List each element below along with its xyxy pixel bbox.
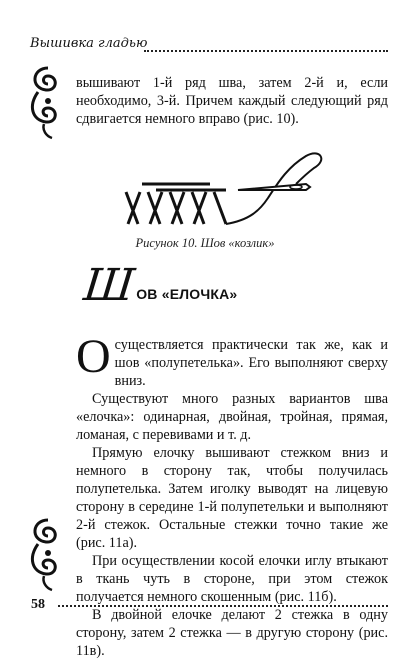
intro-paragraph: вышивают 1-й ряд шва, затем 2-й и, если необходимо, 3-й. Причем каждый следующий ряд сдвигается немного вправо (рис. 10).: [76, 75, 388, 127]
stitch-line: [170, 192, 184, 224]
header-dotted-rule: [144, 50, 388, 52]
paragraph-1-text: существляется практически так же, как и шов «полупетелька». Его выполняют сверху вниз.: [114, 337, 388, 389]
ornament-icon: [24, 62, 64, 142]
footer-dotted-rule: [58, 605, 388, 607]
stitch-figure: [110, 140, 330, 230]
figure-caption: Рисунок 10. Шов «козлик»: [135, 236, 275, 250]
heading-initial: Ш: [81, 260, 137, 311]
paragraph-1: [76, 330, 388, 390]
page-number: 58: [31, 597, 45, 612]
stitch-line: [214, 192, 226, 224]
body-text: [76, 330, 388, 660]
paragraph-3: Прямую елочку вышивают стежком вниз и немного в сторону так, чтобы получилась полупетелька. Затем иголку выводят на лицевую сторону в середине 1-й полупетельки и выполняют 2-й стежок. Остальные стежки точно такие же (рис. 11а).: [76, 445, 388, 551]
ornament-icon: [24, 514, 64, 594]
stitch-line: [192, 192, 206, 224]
heading-text: ОВ «ЕЛОЧКА»: [136, 286, 238, 302]
paragraph-2: Существуют много разных вариантов шва «елочка»: одинарная, двойная, тройная, прямая, ломаная, с перевивами и т. д.: [76, 391, 388, 443]
stitch-line: [126, 192, 140, 224]
needle-icon: [238, 184, 310, 190]
drop-cap: О: [76, 330, 111, 383]
paragraph-5: В двойной елочке делают 2 стежка в одну сторону, затем 2 стежка — в другую сторону (рис. 11в).: [76, 607, 388, 659]
stitch-line: [148, 192, 162, 224]
running-head: Вышивка гладью: [30, 36, 148, 51]
section-heading: [81, 260, 238, 311]
paragraph-4: При осуществлении косой елочки иглу втыкают в ткань чуть в стороне, при этом стежок получается немного скошенным (рис. 11б).: [76, 553, 388, 605]
